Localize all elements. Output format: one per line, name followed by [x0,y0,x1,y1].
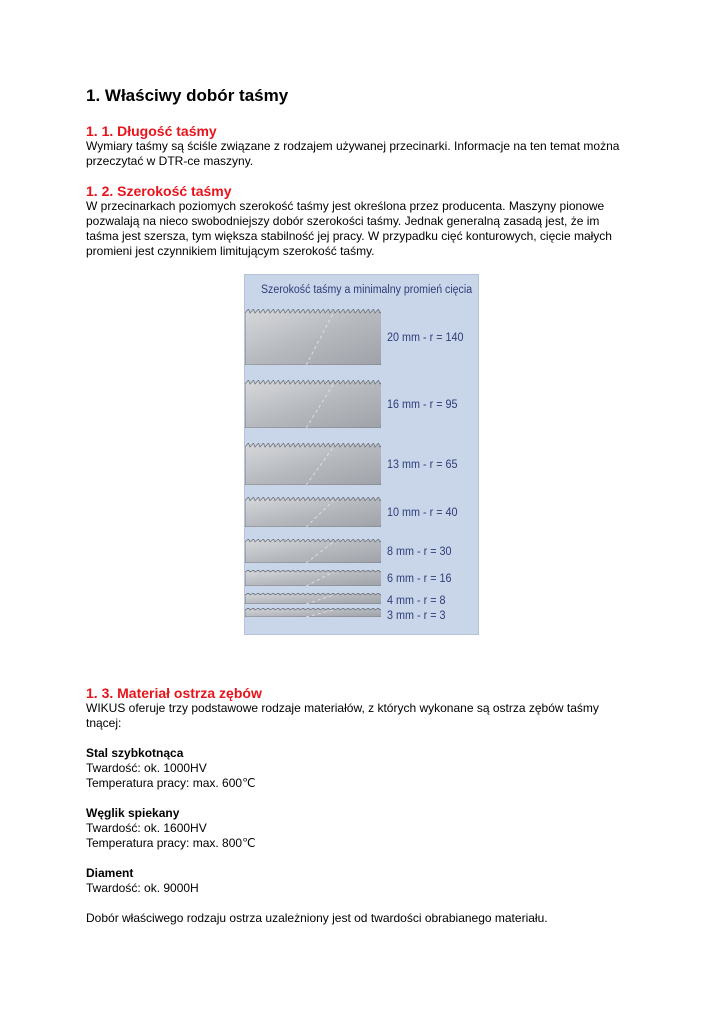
section-material [86,685,641,926]
blade-label: 3 mm - r = 3 [387,608,446,622]
blade-row [245,608,479,622]
blade-image [245,309,381,365]
blade-row [245,539,479,563]
section-length [86,123,641,169]
section-title: 1. 3. Materiał ostrza zębów [86,685,262,701]
blade-label: 4 mm - r = 8 [387,593,446,607]
blade-label: 16 mm - r = 95 [387,397,458,411]
blade-label: 10 mm - r = 40 [387,505,458,519]
blade-row [245,309,479,365]
material-property: Twardość: ok. 1600HV [86,821,207,835]
blade-label: 8 mm - r = 30 [387,544,452,558]
section-title: 1. 1. Długość taśmy [86,123,217,139]
paragraph-line: taśma jest szersza, tym większa stabilność jej pracy. W przypadku cięć konturowych, cięcie małych [86,229,612,243]
blade-image [245,380,381,428]
material-property: Twardość: ok. 1000HV [86,761,207,775]
blade-image [245,443,381,485]
blade-label: 6 mm - r = 16 [387,571,452,585]
material-item-diamond [86,866,641,896]
material-item-carbide [86,806,641,851]
paragraph-line: WIKUS oferuje trzy podstawowe rodzaje materiałów, z których wykonane są ostrza zębów taśmy [86,701,599,715]
blade-row [245,443,479,485]
material-property: Temperatura pracy: max. 800℃ [86,836,256,850]
blade-image [245,593,381,604]
blade-label: 20 mm - r = 140 [387,330,464,344]
blade-image [245,497,381,527]
paragraph-line: tnącej: [86,716,122,730]
paragraph-line: Wymiary taśmy są ściśle związane z rodzajem używanej przecinarki. Informacje na ten temat można [86,139,620,153]
blade-row [245,593,479,607]
paragraph-line: pozwalają na nieco swobodniejszy dobór szerokości taśmy. Jednak generalną zasadą jest, że im [86,214,600,228]
section-width [86,183,641,259]
paragraph-line: W przecinarkach poziomych szerokość taśmy jest określona przez producenta. Maszyny pionowe [86,199,605,213]
blade-image [245,608,381,617]
blade-row [245,497,479,527]
paragraph-line: promieni jest czynnikiem limitującym szerokość taśmy. [86,244,375,258]
blade-image [245,539,381,563]
blade-width-figure [244,274,479,635]
figure-title: Szerokość taśmy a minimalny promień cięcia [261,284,473,296]
material-name: Diament [86,866,134,880]
section-title: 1. 2. Szerokość taśmy [86,183,232,199]
closing-paragraph: Dobór właściwego rodzaju ostrza uzależniony jest od twardości obrabianego materiału. [86,911,548,925]
material-item-hss [86,746,641,791]
blade-image [245,570,381,586]
material-property: Twardość: ok. 9000H [86,881,199,895]
blade-row [245,380,479,428]
blade-label: 13 mm - r = 65 [387,457,458,471]
material-name: Węglik spiekany [86,806,180,820]
material-name: Stal szybkotnąca [86,746,184,760]
paragraph-line: przeczytać w DTR-ce maszyny. [86,154,254,168]
material-property: Temperatura pracy: max. 600℃ [86,776,256,790]
blade-row [245,570,479,586]
page-title: 1. Właściwy dobór taśmy [86,86,289,105]
